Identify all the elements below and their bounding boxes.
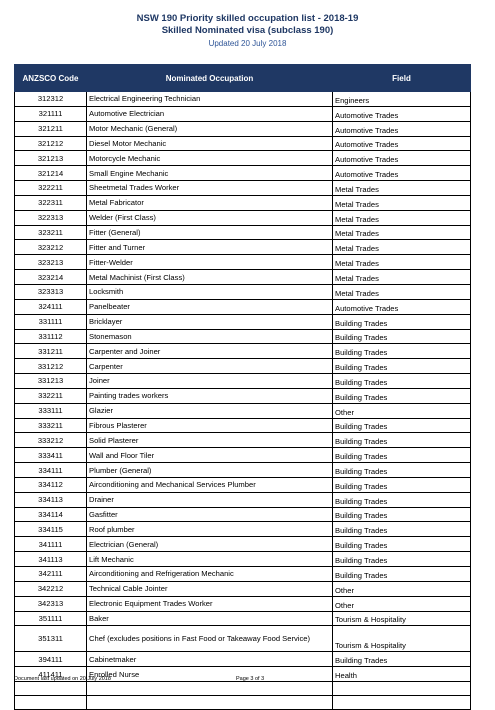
occupation-cell: Carpenter and Joiner xyxy=(87,344,333,359)
table-row xyxy=(15,195,471,210)
occupation-cell: Stonemason xyxy=(87,329,333,344)
field-cell: Automotive Trades xyxy=(333,136,471,151)
field-cell: Building Trades xyxy=(333,463,471,478)
field-cell: Metal Trades xyxy=(333,270,471,285)
occupation-cell: Baker xyxy=(87,611,333,626)
field-cell: Tourism & Hospitality xyxy=(333,626,471,652)
anzsco-code-cell: 321213 xyxy=(15,151,87,166)
anzsco-code-cell: 334115 xyxy=(15,522,87,537)
table-row xyxy=(15,477,471,492)
anzsco-code-cell: 342111 xyxy=(15,567,87,582)
occupation-cell: Gasfitter xyxy=(87,507,333,522)
empty-cell xyxy=(87,695,333,709)
table-row xyxy=(15,344,471,359)
table-row xyxy=(15,181,471,196)
field-cell: Building Trades xyxy=(333,522,471,537)
field-cell: Metal Trades xyxy=(333,195,471,210)
anzsco-code-cell: 341111 xyxy=(15,537,87,552)
occupation-cell: Technical Cable Jointer xyxy=(87,581,333,596)
table-row xyxy=(15,403,471,418)
anzsco-code-cell: 322311 xyxy=(15,195,87,210)
field-cell: Building Trades xyxy=(333,552,471,567)
occupation-cell: Joiner xyxy=(87,374,333,389)
occupation-cell: Fibrous Plasterer xyxy=(87,418,333,433)
empty-cell xyxy=(333,695,471,709)
field-cell: Building Trades xyxy=(333,537,471,552)
empty-table-row xyxy=(15,682,471,696)
occupation-cell: Sheetmetal Trades Worker xyxy=(87,181,333,196)
table-row xyxy=(15,581,471,596)
anzsco-code-cell: 351111 xyxy=(15,611,87,626)
table-row xyxy=(15,433,471,448)
field-cell: Building Trades xyxy=(333,314,471,329)
occupation-cell: Carpenter xyxy=(87,359,333,374)
field-cell: Building Trades xyxy=(333,433,471,448)
anzsco-code-cell: 323212 xyxy=(15,240,87,255)
field-cell: Building Trades xyxy=(333,388,471,403)
table-row xyxy=(15,92,471,107)
anzsco-code-cell: 334113 xyxy=(15,492,87,507)
field-cell: Health xyxy=(333,667,471,682)
table-row xyxy=(15,552,471,567)
anzsco-code-cell: 333212 xyxy=(15,433,87,448)
occupation-cell: Electronic Equipment Trades Worker xyxy=(87,596,333,611)
field-cell: Building Trades xyxy=(333,492,471,507)
occupation-cell: Roof plumber xyxy=(87,522,333,537)
occupation-cell: Diesel Motor Mechanic xyxy=(87,136,333,151)
occupation-cell: Drainer xyxy=(87,492,333,507)
anzsco-code-cell: 332211 xyxy=(15,388,87,403)
anzsco-code-cell: 331212 xyxy=(15,359,87,374)
table-row xyxy=(15,596,471,611)
anzsco-code-cell: 411411 xyxy=(15,667,87,682)
anzsco-code-cell: 333211 xyxy=(15,418,87,433)
field-cell: Automotive Trades xyxy=(333,106,471,121)
anzsco-code-cell: 322313 xyxy=(15,210,87,225)
table-row xyxy=(15,492,471,507)
occupation-cell: Painting trades workers xyxy=(87,388,333,403)
occupation-cell: Small Engine Mechanic xyxy=(87,166,333,181)
table-header-row xyxy=(15,65,471,92)
table-row xyxy=(15,284,471,299)
table-row xyxy=(15,136,471,151)
occupation-cell: Chef (excludes positions in Fast Food or Takeaway Food Service) xyxy=(87,626,333,652)
table-row xyxy=(15,270,471,285)
anzsco-code-cell: 323313 xyxy=(15,284,87,299)
occupation-cell: Fitter and Turner xyxy=(87,240,333,255)
occupation-cell: Airconditioning and Refrigeration Mechanic xyxy=(87,567,333,582)
field-cell: Building Trades xyxy=(333,418,471,433)
footer-page-number: Page 3 of 3 xyxy=(236,676,265,682)
field-cell: Building Trades xyxy=(333,567,471,582)
field-cell: Building Trades xyxy=(333,477,471,492)
field-cell: Metal Trades xyxy=(333,284,471,299)
table-row xyxy=(15,418,471,433)
anzsco-code-cell: 333411 xyxy=(15,448,87,463)
field-cell: Metal Trades xyxy=(333,225,471,240)
table-row xyxy=(15,626,471,652)
table-row xyxy=(15,151,471,166)
occupation-cell: Airconditioning and Mechanical Services Plumber xyxy=(87,477,333,492)
occupation-cell: Lift Mechanic xyxy=(87,552,333,567)
occupation-cell: Plumber (General) xyxy=(87,463,333,478)
table-row xyxy=(15,106,471,121)
field-cell: Automotive Trades xyxy=(333,121,471,136)
field-cell: Metal Trades xyxy=(333,181,471,196)
anzsco-code-cell: 331213 xyxy=(15,374,87,389)
table-row xyxy=(15,374,471,389)
anzsco-code-cell: 333111 xyxy=(15,403,87,418)
field-cell: Automotive Trades xyxy=(333,151,471,166)
anzsco-code-cell: 334112 xyxy=(15,477,87,492)
anzsco-code-cell: 341113 xyxy=(15,552,87,567)
anzsco-code-cell: 321214 xyxy=(15,166,87,181)
document-subtitle: Skilled Nominated visa (subclass 190) xyxy=(161,25,334,36)
field-cell: Building Trades xyxy=(333,329,471,344)
column-header-field: Field xyxy=(333,65,471,92)
table-row xyxy=(15,611,471,626)
table-row xyxy=(15,537,471,552)
document-title: NSW 190 Priority skilled occupation list - 2018-19 xyxy=(136,13,359,24)
anzsco-code-cell: 334111 xyxy=(15,463,87,478)
anzsco-code-cell: 321212 xyxy=(15,136,87,151)
field-cell: Building Trades xyxy=(333,652,471,667)
anzsco-code-cell: 331211 xyxy=(15,344,87,359)
anzsco-code-cell: 342313 xyxy=(15,596,87,611)
empty-table-row xyxy=(15,695,471,709)
anzsco-code-cell: 322211 xyxy=(15,181,87,196)
table-row xyxy=(15,314,471,329)
field-cell: Metal Trades xyxy=(333,255,471,270)
anzsco-code-cell: 342212 xyxy=(15,581,87,596)
table-row xyxy=(15,388,471,403)
field-cell: Building Trades xyxy=(333,359,471,374)
anzsco-code-cell: 323211 xyxy=(15,225,87,240)
field-cell: Tourism & Hospitality xyxy=(333,611,471,626)
occupation-cell: Fitter-Welder xyxy=(87,255,333,270)
occupation-cell: Electrician (General) xyxy=(87,537,333,552)
anzsco-code-cell: 321111 xyxy=(15,106,87,121)
anzsco-code-cell: 351311 xyxy=(15,626,87,652)
updated-date: Updated 20 July 2018 xyxy=(208,39,287,48)
occupation-cell: Solid Plasterer xyxy=(87,433,333,448)
occupation-cell: Welder (First Class) xyxy=(87,210,333,225)
anzsco-code-cell: 324111 xyxy=(15,299,87,314)
field-cell: Other xyxy=(333,403,471,418)
table-row xyxy=(15,166,471,181)
field-cell: Building Trades xyxy=(333,344,471,359)
occupation-cell: Wall and Floor Tiler xyxy=(87,448,333,463)
occupation-cell: Glazier xyxy=(87,403,333,418)
anzsco-code-cell: 323214 xyxy=(15,270,87,285)
anzsco-code-cell: 331112 xyxy=(15,329,87,344)
table-row xyxy=(15,240,471,255)
table-row xyxy=(15,255,471,270)
occupation-cell: Metal Machinist (First Class) xyxy=(87,270,333,285)
anzsco-code-cell: 323213 xyxy=(15,255,87,270)
table-row xyxy=(15,463,471,478)
occupation-cell: Locksmith xyxy=(87,284,333,299)
occupation-cell: Cabinetmaker xyxy=(87,652,333,667)
field-cell: Automotive Trades xyxy=(333,299,471,314)
anzsco-code-cell: 331111 xyxy=(15,314,87,329)
occupation-table xyxy=(14,64,471,710)
table-row xyxy=(15,225,471,240)
anzsco-code-cell: 394111 xyxy=(15,652,87,667)
table-row xyxy=(15,299,471,314)
anzsco-code-cell: 321211 xyxy=(15,121,87,136)
table-row xyxy=(15,329,471,344)
occupation-cell: Automotive Electrician xyxy=(87,106,333,121)
empty-cell xyxy=(15,682,87,696)
field-cell: Metal Trades xyxy=(333,240,471,255)
column-header-code: ANZSCO Code xyxy=(15,65,87,92)
column-header-occupation: Nominated Occupation xyxy=(87,65,333,92)
table-row xyxy=(15,121,471,136)
field-cell: Metal Trades xyxy=(333,210,471,225)
table-row xyxy=(15,210,471,225)
field-cell: Other xyxy=(333,596,471,611)
occupation-cell: Fitter (General) xyxy=(87,225,333,240)
empty-cell xyxy=(87,682,333,696)
occupation-cell: Panelbeater xyxy=(87,299,333,314)
table-row xyxy=(15,522,471,537)
table-row xyxy=(15,359,471,374)
field-cell: Building Trades xyxy=(333,507,471,522)
table-row xyxy=(15,507,471,522)
occupation-cell: Enrolled Nurse xyxy=(87,667,333,682)
footer-last-updated: Document last updated on 20 July 2018 xyxy=(14,676,111,682)
table-row xyxy=(15,567,471,582)
anzsco-code-cell: 312312 xyxy=(15,92,87,107)
occupation-cell: Motorcycle Mechanic xyxy=(87,151,333,166)
occupation-cell: Motor Mechanic (General) xyxy=(87,121,333,136)
occupation-cell: Electrical Engineering Technician xyxy=(87,92,333,107)
empty-cell xyxy=(15,695,87,709)
field-cell: Other xyxy=(333,581,471,596)
table-row xyxy=(15,448,471,463)
field-cell: Building Trades xyxy=(333,448,471,463)
empty-cell xyxy=(333,682,471,696)
anzsco-code-cell: 334114 xyxy=(15,507,87,522)
field-cell: Engineers xyxy=(333,92,471,107)
occupation-cell: Bricklayer xyxy=(87,314,333,329)
field-cell: Automotive Trades xyxy=(333,166,471,181)
field-cell: Building Trades xyxy=(333,374,471,389)
occupation-cell: Metal Fabricator xyxy=(87,195,333,210)
table-row xyxy=(15,652,471,667)
